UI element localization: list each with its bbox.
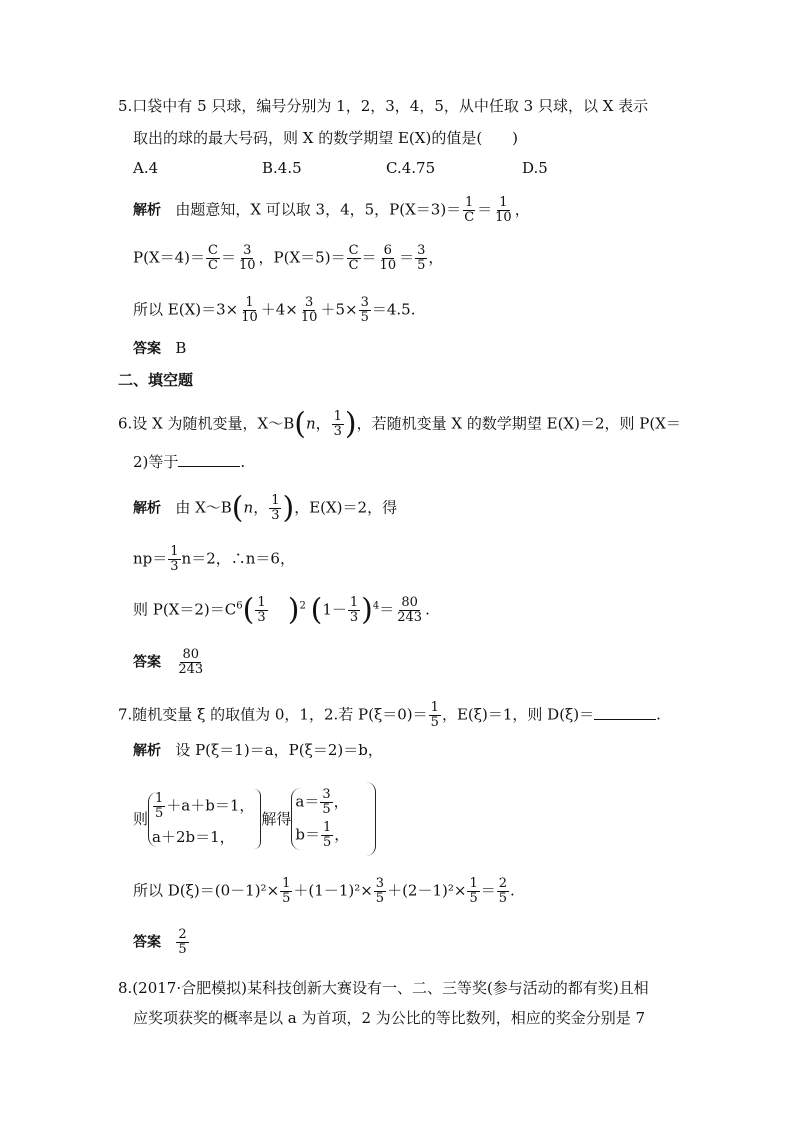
answer-label: 答案 <box>133 934 161 951</box>
q7-sol-text: 设 P(ξ＝1)＝a，P(ξ＝2)＝b， <box>175 741 383 759</box>
q6-text: 2)等于 <box>133 453 179 471</box>
q5-line1: 5.口袋中有 5 只球，编号分别为 1，2，3，4，5，从中任取 3 只球，以 X 表示 <box>118 97 649 115</box>
q6-answer <box>133 648 206 677</box>
q7-sol-text: ＝ <box>480 881 496 900</box>
q6-sol-text: np＝ <box>133 549 168 568</box>
q5-option-b: B.4.5 <box>262 159 302 177</box>
answer-value: B <box>175 339 187 357</box>
solution-label: 解析 <box>133 500 161 517</box>
q6-sol-text: ＝ <box>379 600 395 619</box>
q7-eq1: ＋a＋b＝1， <box>166 796 255 814</box>
answer-label: 答案 <box>133 654 161 671</box>
answer-value: $\frac{2}{5}$ <box>178 927 187 957</box>
q5-option-c: C.4.75 <box>386 159 436 177</box>
q7-sol-a: a＝ <box>295 792 320 811</box>
q7-sol-text: ＋(1－1)²× <box>293 881 373 900</box>
q5-solution-line2: P(X＝4)＝ $\frac{C}{C}$ ＝ $\frac{3}{10}$ ，P(X＝5)＝ $\frac{C}{C}$ ＝ $\frac{6}{10}$ ＝ $\frac{3}{5}$ ， <box>133 243 444 273</box>
q6-sol-text: 则 P(X＝2)＝C <box>133 600 237 619</box>
q7-answer <box>133 928 190 957</box>
q6-line2: 2)等于 . <box>133 453 246 471</box>
q5-answer <box>133 338 186 359</box>
q7-sol-b: b＝ <box>295 825 321 844</box>
solution-brace: a＝ $\frac{3}{5}$ ， b＝ $\frac{1}{5}$ ， <box>291 788 349 850</box>
q5-option-d: D.5 <box>522 159 548 177</box>
q7-sol-text: 则 <box>133 810 149 828</box>
q7-eq2: a＋2b＝1， <box>152 827 235 846</box>
q7-sol-text: 所以 D(ξ)＝(0－1)²× <box>133 881 280 900</box>
q5-option-a: A.4 <box>133 159 159 177</box>
answer-blank <box>594 705 656 720</box>
q6-text: 6.设 X 为随机变量，X～B <box>118 414 295 433</box>
q5-solution-line1: 解析 由题意知，X 可以取 3，4，5，P(X＝3)＝ $\frac{1}{C}$ ＝ $\frac{1}{10}$ ， <box>133 195 530 225</box>
q7-equation-system <box>133 776 376 862</box>
solution-label: 解析 <box>133 202 161 219</box>
q5-line2: 取出的球的最大号码，则 X 的数学期望 E(X)的值是( ) <box>133 129 519 147</box>
q5-sol-text: 所以 E(X)＝3× <box>133 300 239 319</box>
q6-solution-line2: np＝ $\frac{1}{3}$ n＝2，∴n＝6， <box>133 544 295 574</box>
q7-text: 7.随机变量 ξ 的取值为 0，1，2.若 P(ξ＝0)＝ <box>118 705 428 724</box>
q5-solution-line3: 所以 E(X)＝3× $\frac{1}{10}$ ＋4× $\frac{3}{10}$ ＋5× $\frac{3}{5}$ ＝4.5. <box>133 295 416 325</box>
fraction: $\frac{1}{10}$ <box>495 195 512 225</box>
q8-line2: 应奖项获奖的概率是以 a 为首项，2 为公比的等比数列，相应的奖金分别是 7 <box>133 1009 646 1027</box>
q5-sol-text: P(X＝4)＝ <box>133 248 206 267</box>
q6-sol-text: ，E(X)＝2，得 <box>294 498 398 517</box>
section-heading: 二、填空题 <box>118 371 194 389</box>
q6-solution-line3: 则 $P(X=2)=C^6$( $\frac{1}{3}$ )$^2$ (1－ $\frac{1}{3}$ )$^4$＝ $\frac{80}{243}$ . <box>133 592 430 628</box>
q6-line1: 6.设 X 为随机变量，X～B(n， $\frac{1}{3}$ )，若随机变量 X 的数学期望 E(X)＝2，则 P(X＝ <box>118 406 681 442</box>
q6-solution-line1: 解析 由 X～B(n， $\frac{1}{3}$ )，E(X)＝2，得 <box>133 490 398 526</box>
answer-value: $\frac{80}{243}$ <box>178 647 204 677</box>
q5-sol-text: ＝4.5. <box>371 300 416 319</box>
answer-label: 答案 <box>133 341 161 357</box>
fraction: $\frac{1}{C}$ <box>464 195 475 225</box>
q7-sol-text: 解得 <box>261 810 292 828</box>
q7-solution-line3: 所以 D(ξ)＝(0－1)²× $\frac{1}{5}$ ＋(1－1)²× $\frac{3}{5}$ ＋(2－1)²× $\frac{1}{5}$ ＝ $\frac{2}{5}$ . <box>133 876 515 906</box>
q7-text: ，E(ξ)＝1，则 D(ξ)＝ <box>441 705 595 724</box>
equation-brace: $\frac{1}{5}$ ＋a＋b＝1， a＋2b＝1， <box>148 792 254 847</box>
q6-sol-text: 由 X～B <box>175 498 232 517</box>
solution-label: 解析 <box>133 743 161 759</box>
q7-sol-text: ＋(2－1)²× <box>387 881 467 900</box>
q7-solution-line1 <box>133 740 383 761</box>
q8-line1: 8.(2017·合肥模拟)某科技创新大赛设有一、二、三等奖(参与活动的都有奖)且相 <box>118 979 649 997</box>
q5-sol-text: ，P(X＝5)＝ <box>258 248 346 267</box>
answer-blank <box>178 452 240 467</box>
q6-sol-text: n＝2，∴n＝6， <box>181 549 295 568</box>
q6-text: ，若随机变量 X 的数学期望 E(X)＝2，则 P(X＝ <box>356 414 681 433</box>
q5-sol-text: 由题意知，X 可以取 3，4，5，P(X＝3)＝ <box>175 200 462 219</box>
q7-line1: 7.随机变量 ξ 的取值为 0，1，2.若 P(ξ＝0)＝ $\frac{1}{5}$ ，E(ξ)＝1，则 D(ξ)＝ . <box>118 700 661 730</box>
